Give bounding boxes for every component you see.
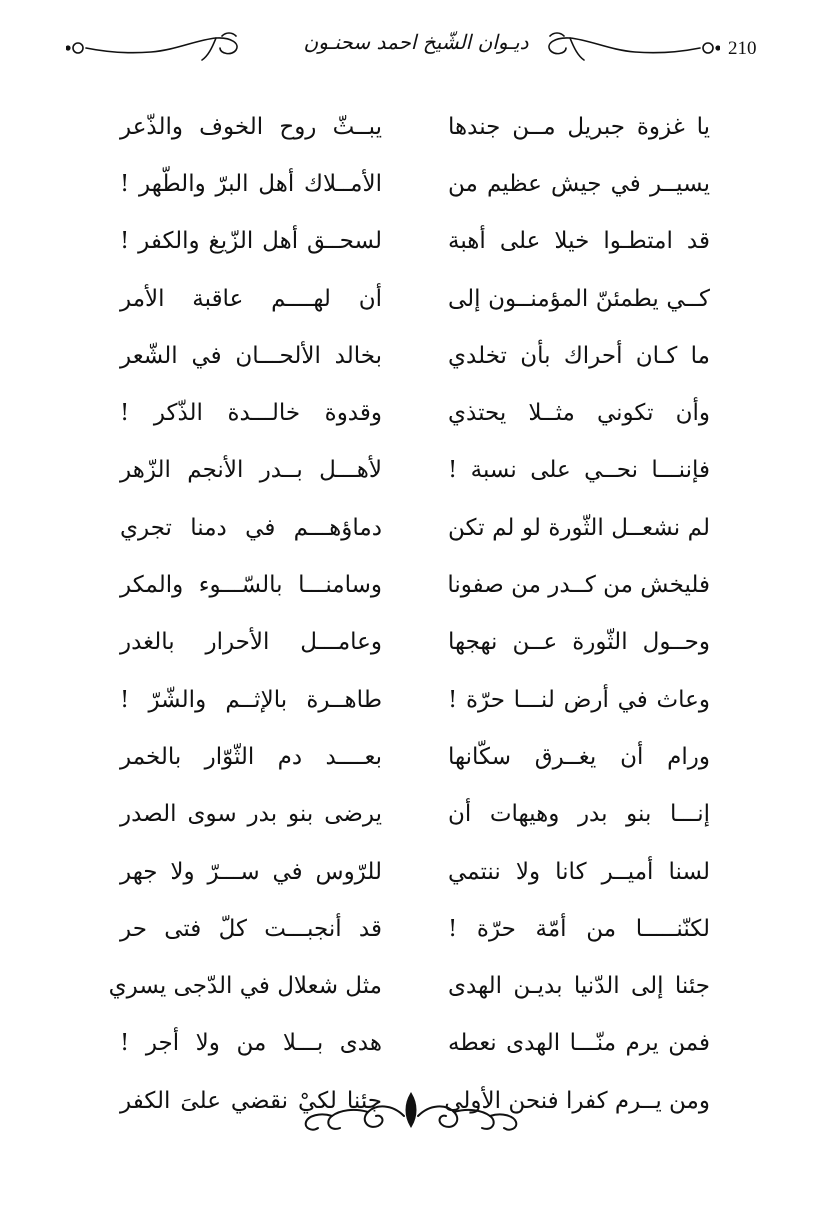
verse xyxy=(120,270,710,327)
hemistich-right: ما كـان أحراك بأن تخلدي xyxy=(448,342,710,369)
hemistich-right: يسيــر في جيش عظيم من xyxy=(448,170,710,197)
hemistich-left: لأهـــل بــدر الأنجم الزّهر xyxy=(120,457,382,484)
hemistich-right: فمن يرم منّـــا الهدى نعطه xyxy=(448,1030,710,1057)
hemistich-left: الأمــلاك أهل البرّ والطّهر ! xyxy=(120,170,382,197)
hemistich-right: فإننـــا نحــي على نسبة ! xyxy=(448,457,710,484)
hemistich-left: يبــثّ روح الخوف والذّعر xyxy=(120,113,382,140)
hemistich-left: قد أنجبـــت كلّ فتى حر xyxy=(120,915,382,942)
hemistich-left: وعامـــل الأحرار بالغدر xyxy=(120,629,382,656)
verse xyxy=(120,614,710,671)
flourish-scroll-icon xyxy=(540,28,720,66)
verse xyxy=(120,1015,710,1072)
hemistich-right: لم نشعــل الثّورة لو لم تكن xyxy=(448,514,710,541)
hemistich-left: بخالد الألحـــان في الشّعر xyxy=(120,342,382,369)
hemistich-right: فليخش من كــدر من صفونا xyxy=(447,572,710,599)
hemistich-left: وسامنـــا بالسّـــوء والمكر xyxy=(120,572,382,599)
poem xyxy=(108,98,710,1129)
verse xyxy=(108,957,710,1014)
verse xyxy=(120,384,710,441)
hemistich-right: جئنا إلى الدّنيا بديـن الهدى xyxy=(448,973,710,1000)
hemistich-right: لكنّنـــــا من أمّة حرّة ! xyxy=(448,915,710,942)
hemistich-left: للرّوس في ســـرّ ولا جهر xyxy=(120,858,382,885)
hemistich-left: يرضى بنو بدر سوى الصدر xyxy=(120,801,382,828)
hemistich-left: دماؤهـــم في دمنا تجري xyxy=(120,514,382,541)
hemistich-right: وعاث في أرض لنـــا حرّة ! xyxy=(448,686,710,713)
page-header xyxy=(0,0,822,96)
hemistich-left: أن لهــــم عاقبة الأمر xyxy=(120,285,382,312)
header-title: ديـوان الشّيخ احمد سحنـون xyxy=(303,30,529,54)
verse xyxy=(120,900,710,957)
hemistich-left: وقدوة خالـــدة الذّكر ! xyxy=(120,400,382,427)
verse xyxy=(120,98,710,155)
hemistich-right: وحــول الثّورة عــن نهجها xyxy=(448,629,710,656)
hemistich-left: هدى بـــلا من ولا أجر ! xyxy=(120,1030,382,1057)
hemistich-left: لسحــق أهل الزّيغ والكفر ! xyxy=(120,228,382,255)
verse xyxy=(120,671,710,728)
verse xyxy=(120,442,710,499)
verse xyxy=(120,728,710,785)
verse xyxy=(120,843,710,900)
verse xyxy=(120,155,710,212)
verse xyxy=(120,327,710,384)
hemistich-left: طاهــرة بالإثــم والشّرّ ! xyxy=(120,686,382,713)
hemistich-right: ومن يــرم كفرا فنحن الأولى xyxy=(444,1087,710,1114)
verse xyxy=(120,213,710,270)
verse xyxy=(120,556,710,613)
hemistich-right: لسنا أميــر كانا ولا ننتمي xyxy=(448,858,710,885)
hemistich-left: مثل شعلال في الدّجى يسري xyxy=(108,973,382,1000)
hemistich-right: كــي يطمئنّ المؤمنــون إلى xyxy=(448,285,710,312)
page-number: 210 xyxy=(728,38,757,59)
hemistich-left: بعــــد دم الثّوّار بالخمر xyxy=(120,743,382,770)
flourish-scroll-icon xyxy=(66,28,246,66)
verse xyxy=(120,786,710,843)
hemistich-right: يا غزوة جبريل مــن جندها xyxy=(448,113,710,140)
hemistich-left: جئنا لكيْ نقضي علىَ الكفر xyxy=(120,1087,382,1114)
hemistich-right: ورام أن يغــرق سكّانها xyxy=(448,743,710,770)
hemistich-right: وأن تكوني مثــلا يحتذي xyxy=(448,400,710,427)
verse xyxy=(120,499,710,556)
hemistich-right: قد امتطـوا خيلا على أهبة xyxy=(448,228,710,255)
fleuron-ornament-icon xyxy=(296,1086,526,1142)
hemistich-right: إنـــا بنو بدر وهيهات أن xyxy=(448,801,710,828)
